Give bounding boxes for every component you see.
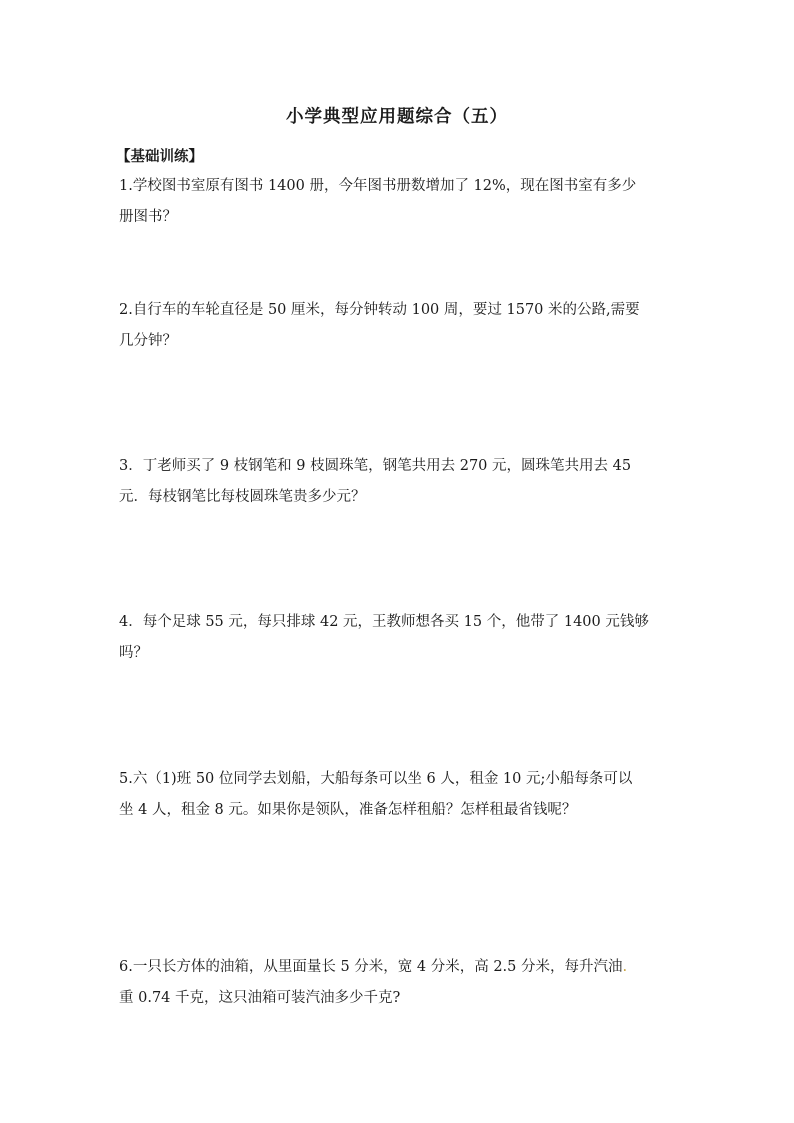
question-3-line-1: 3．丁老师买了 9 枝钢笔和 9 枝圆珠笔，钢笔共用去 270 元，圆珠笔共用去 45 [119,458,632,474]
question-3 [119,451,679,513]
section-heading: 【基础训练】 [116,148,203,165]
question-5 [119,764,679,826]
question-1 [119,171,679,233]
question-6 [119,952,679,1014]
question-6-line-2: 重 0.74 千克，这只油箱可装汽油多少千克? [119,990,401,1006]
page-title: 小学典型应用题综合（五） [286,107,508,127]
question-2 [119,295,679,357]
question-1-line-1: 1.学校图书室原有图书 1400 册，今年图书册数增加了 12%，现在图书室有多少 [119,178,637,194]
question-3-line-2: 元．每枝钢笔比每枝圆珠笔贵多少元？ [119,489,366,505]
question-2-line-2: 几分钟？ [119,333,177,349]
question-2-line-1: 2.自行车的车轮直径是 50 厘米，每分钟转动 100 周，要过 1570 米的公路,需要 [119,302,640,318]
question-5-line-2: 坐 4 人，租金 8 元。如果你是领队，准备怎样租船？怎样租最省钱呢？ [119,802,577,818]
question-4-line-2: 吗？ [119,645,148,661]
question-4 [119,607,679,669]
question-5-line-1: 5.六（1)班 50 位同学去划船，大船每条可以坐 6 人，租金 10 元;小船每条可以 [119,771,633,787]
question-1-line-2: 册图书？ [119,209,177,225]
question-6-line-1-wrap [119,952,679,983]
stray-dot: . [622,959,628,975]
question-4-line-1: 4．每个足球 55 元，每只排球 42 元，王教师想各买 15 个，他带了 1400 元钱够 [119,614,649,630]
question-6-line-1: 6.一只长方体的油箱，从里面量长 5 分米，宽 4 分米，高 2.5 分米，每升汽油 [119,959,623,975]
